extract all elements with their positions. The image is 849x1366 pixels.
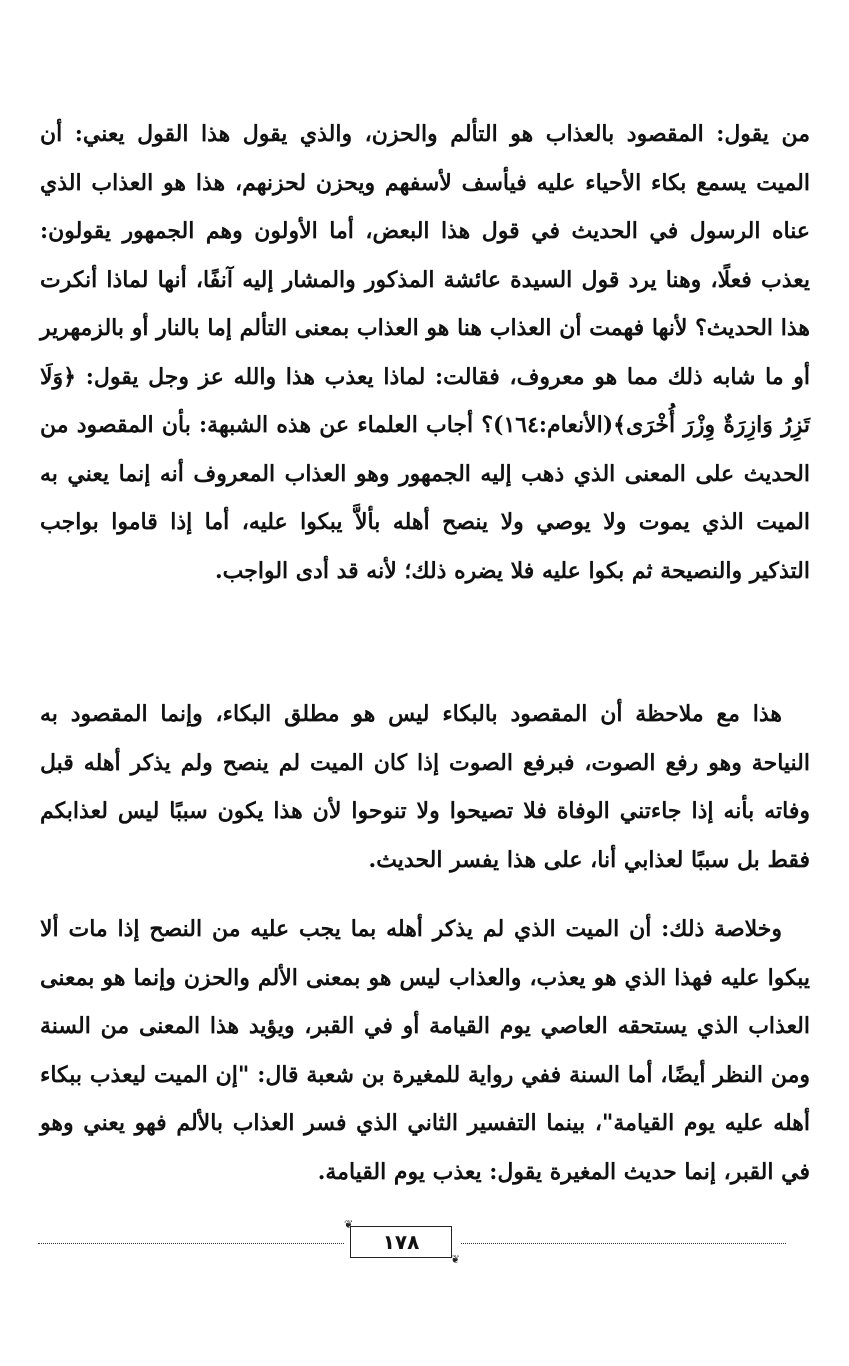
page-number-frame bbox=[344, 1218, 460, 1266]
ornament-icon: ❦ bbox=[450, 1253, 460, 1266]
page-footer bbox=[38, 1218, 786, 1270]
page-number: ١٧٨ bbox=[350, 1226, 452, 1258]
ornament-icon: ❦ bbox=[344, 1218, 354, 1231]
paragraph-2: هذا مع ملاحظة أن المقصود بالبكاء ليس هو مطلق البكاء، وإنما المقصود به النياحة وهو رفع الصوت، فبرفع الصوت إذا كان الميت لم ينصح ولم يذكر أهله قبل وفاته بأنه إذا جاءتني الوفاة فلا تصيحوا ولا تنوحوا لأن هذا يكون سببًا ليس لعذابكم فقط بل سببًا لعذابي أنا، على هذا يفسر الحديث. bbox=[40, 701, 810, 873]
paragraph-1: من يقول: المقصود بالعذاب هو التألم والحزن، والذي يقول هذا القول يعني: أن الميت يسمع بكاء الأحياء عليه فيأسف لأسفهم ويحزن لحزنهم، هذا هو العذاب الذي عناه الرسول في الحديث في قول هذا البعض، أما الأولون وهم الجمهور يقولون: يعذب فعلًا، وهنا يرد قول السيدة عائشة المذكور والمشار إليه آنفًا، أنها لماذا أنكرت هذا الحديث؟ لأنها فهمت أن العذاب هنا هو العذاب بمعنى التألم إما بالنار أو بالزمهرير أو ما شابه ذلك مما هو معروف، فقالت: لماذا يعذب هذا والله عز وجل يقول: ﴿وَلَا تَزِرُ وَازِرَةٌ وِزْرَ أُخْرَى﴾(الأنعام:١٦٤)؟ أجاب العلماء عن هذه الشبهة: بأن المقصود من الحديث على المعنى الذي ذهب إليه الجمهور وهو العذاب المعروف أنه إنما يعني به الميت الذي يموت ولا يوصي ولا ينصح أهله بألاَّ يبكوا عليه، أما إذا قاموا بواجب التذكير والنصيحة ثم بكوا عليه فلا يضره ذلك؛ لأنه قد أدى الواجب. bbox=[40, 121, 811, 584]
paragraph-3: وخلاصة ذلك: أن الميت الذي لم يذكر أهله بما يجب عليه من النصح إذا مات ألا يبكوا عليه فهذا الذي هو يعذب، والعذاب ليس هو بمعنى الألم والحزن وإنما هو بمعنى العذاب الذي يستحقه العاصي يوم القيامة أو في القبر، ويؤيد هذا المعنى من السنة ومن النظر أيضًا، أما السنة ففي رواية للمغيرة بن شعبة قال: "إن الميت ليعذب ببكاء أهله عليه يوم القيامة"، بينما التفسير الثاني الذي فسر العذاب بالألم فهو يعني وهو في القبر، إنما حديث المغيرة يقول: يعذب يوم القيامة. bbox=[40, 916, 811, 1185]
